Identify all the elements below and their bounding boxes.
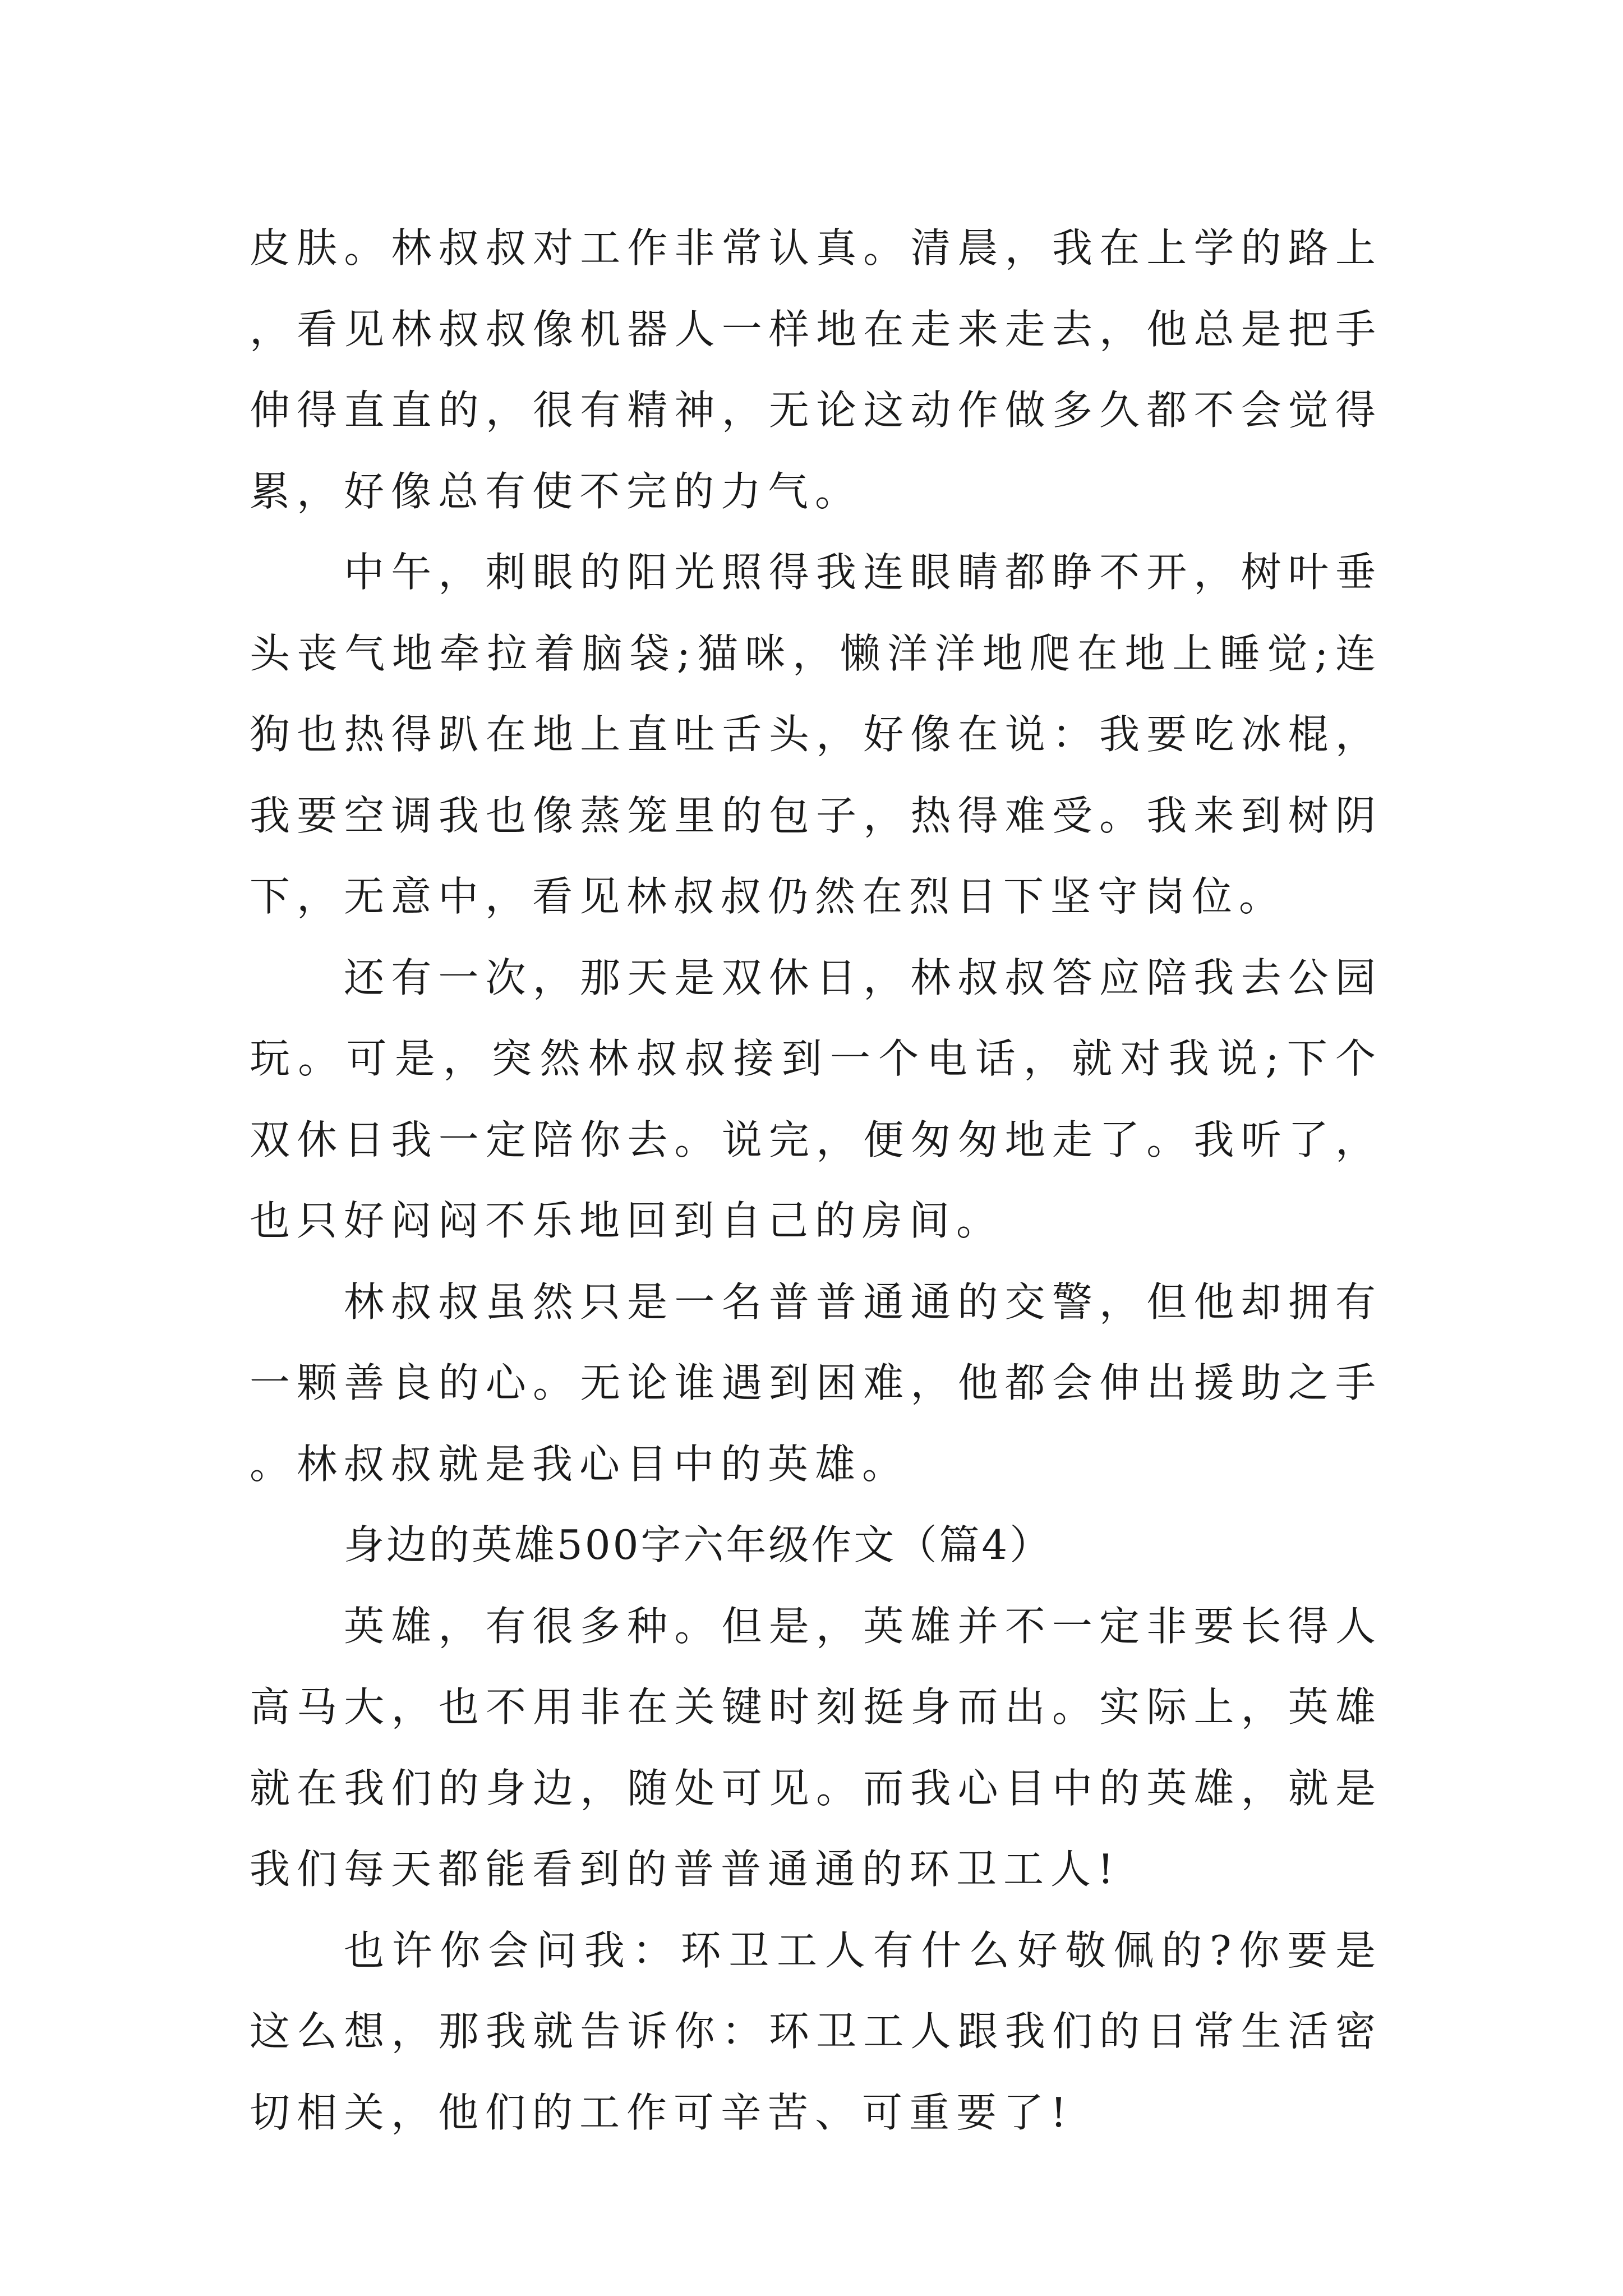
paragraph-conclusion: 林叔叔虽然只是一名普普通通的交警，但他却拥有一颗善良的心。无论谁遇到困难，他都会伸出援助之手。林叔叔就是我心目中的英雄。: [250, 1278, 1382, 1488]
paragraph-continued: 皮肤。林叔叔对工作非常认真。清晨，我在上学的路上，看见林叔叔像机器人一样地在走来走去，他总是把手伸得直直的，很有精神，无论这动作做多久都不会觉得累，好像总有使不完的力气。: [250, 224, 1382, 515]
paragraph-intro: 英雄，有很多种。但是，英雄并不一定非要长得人高马大，也不用非在关键时刻挺身而出。实际上，英雄就在我们的身边，随处可见。而我心目中的英雄，就是我们每天都能看到的普普通通的环卫工人!: [250, 1602, 1382, 1893]
paragraph-weekend: 还有一次，那天是双休日，林叔叔答应陪我去公园玩。可是，突然林叔叔接到一个电话，就对我说;下个双休日我一定陪你去。说完，便匆匆地走了。我听了，也只好闷闷不乐地回到自己的房间。: [250, 954, 1382, 1244]
document-body: [250, 208, 1382, 2153]
paragraph-noon: 中午，刺眼的阳光照得我连眼睛都睁不开，树叶垂头丧气地牵拉着脑袋;猫咪，懒洋洋地爬在地上睡觉;连狗也热得趴在地上直吐舌头，好像在说：我要吃冰棍，我要空调我也像蒸笼里的包子，热得难受。我来到树阴下，无意中，看见林叔叔仍然在烈日下坚守岗位。: [250, 549, 1382, 920]
paragraph-question: 也许你会问我：环卫工人有什么好敬佩的?你要是这么想，那我就告诉你：环卫工人跟我们的日常生活密切相关，他们的工作可辛苦、可重要了!: [250, 1926, 1382, 2136]
section-heading: 身边的英雄500字六年级作文（篇4）: [344, 1521, 1053, 1568]
